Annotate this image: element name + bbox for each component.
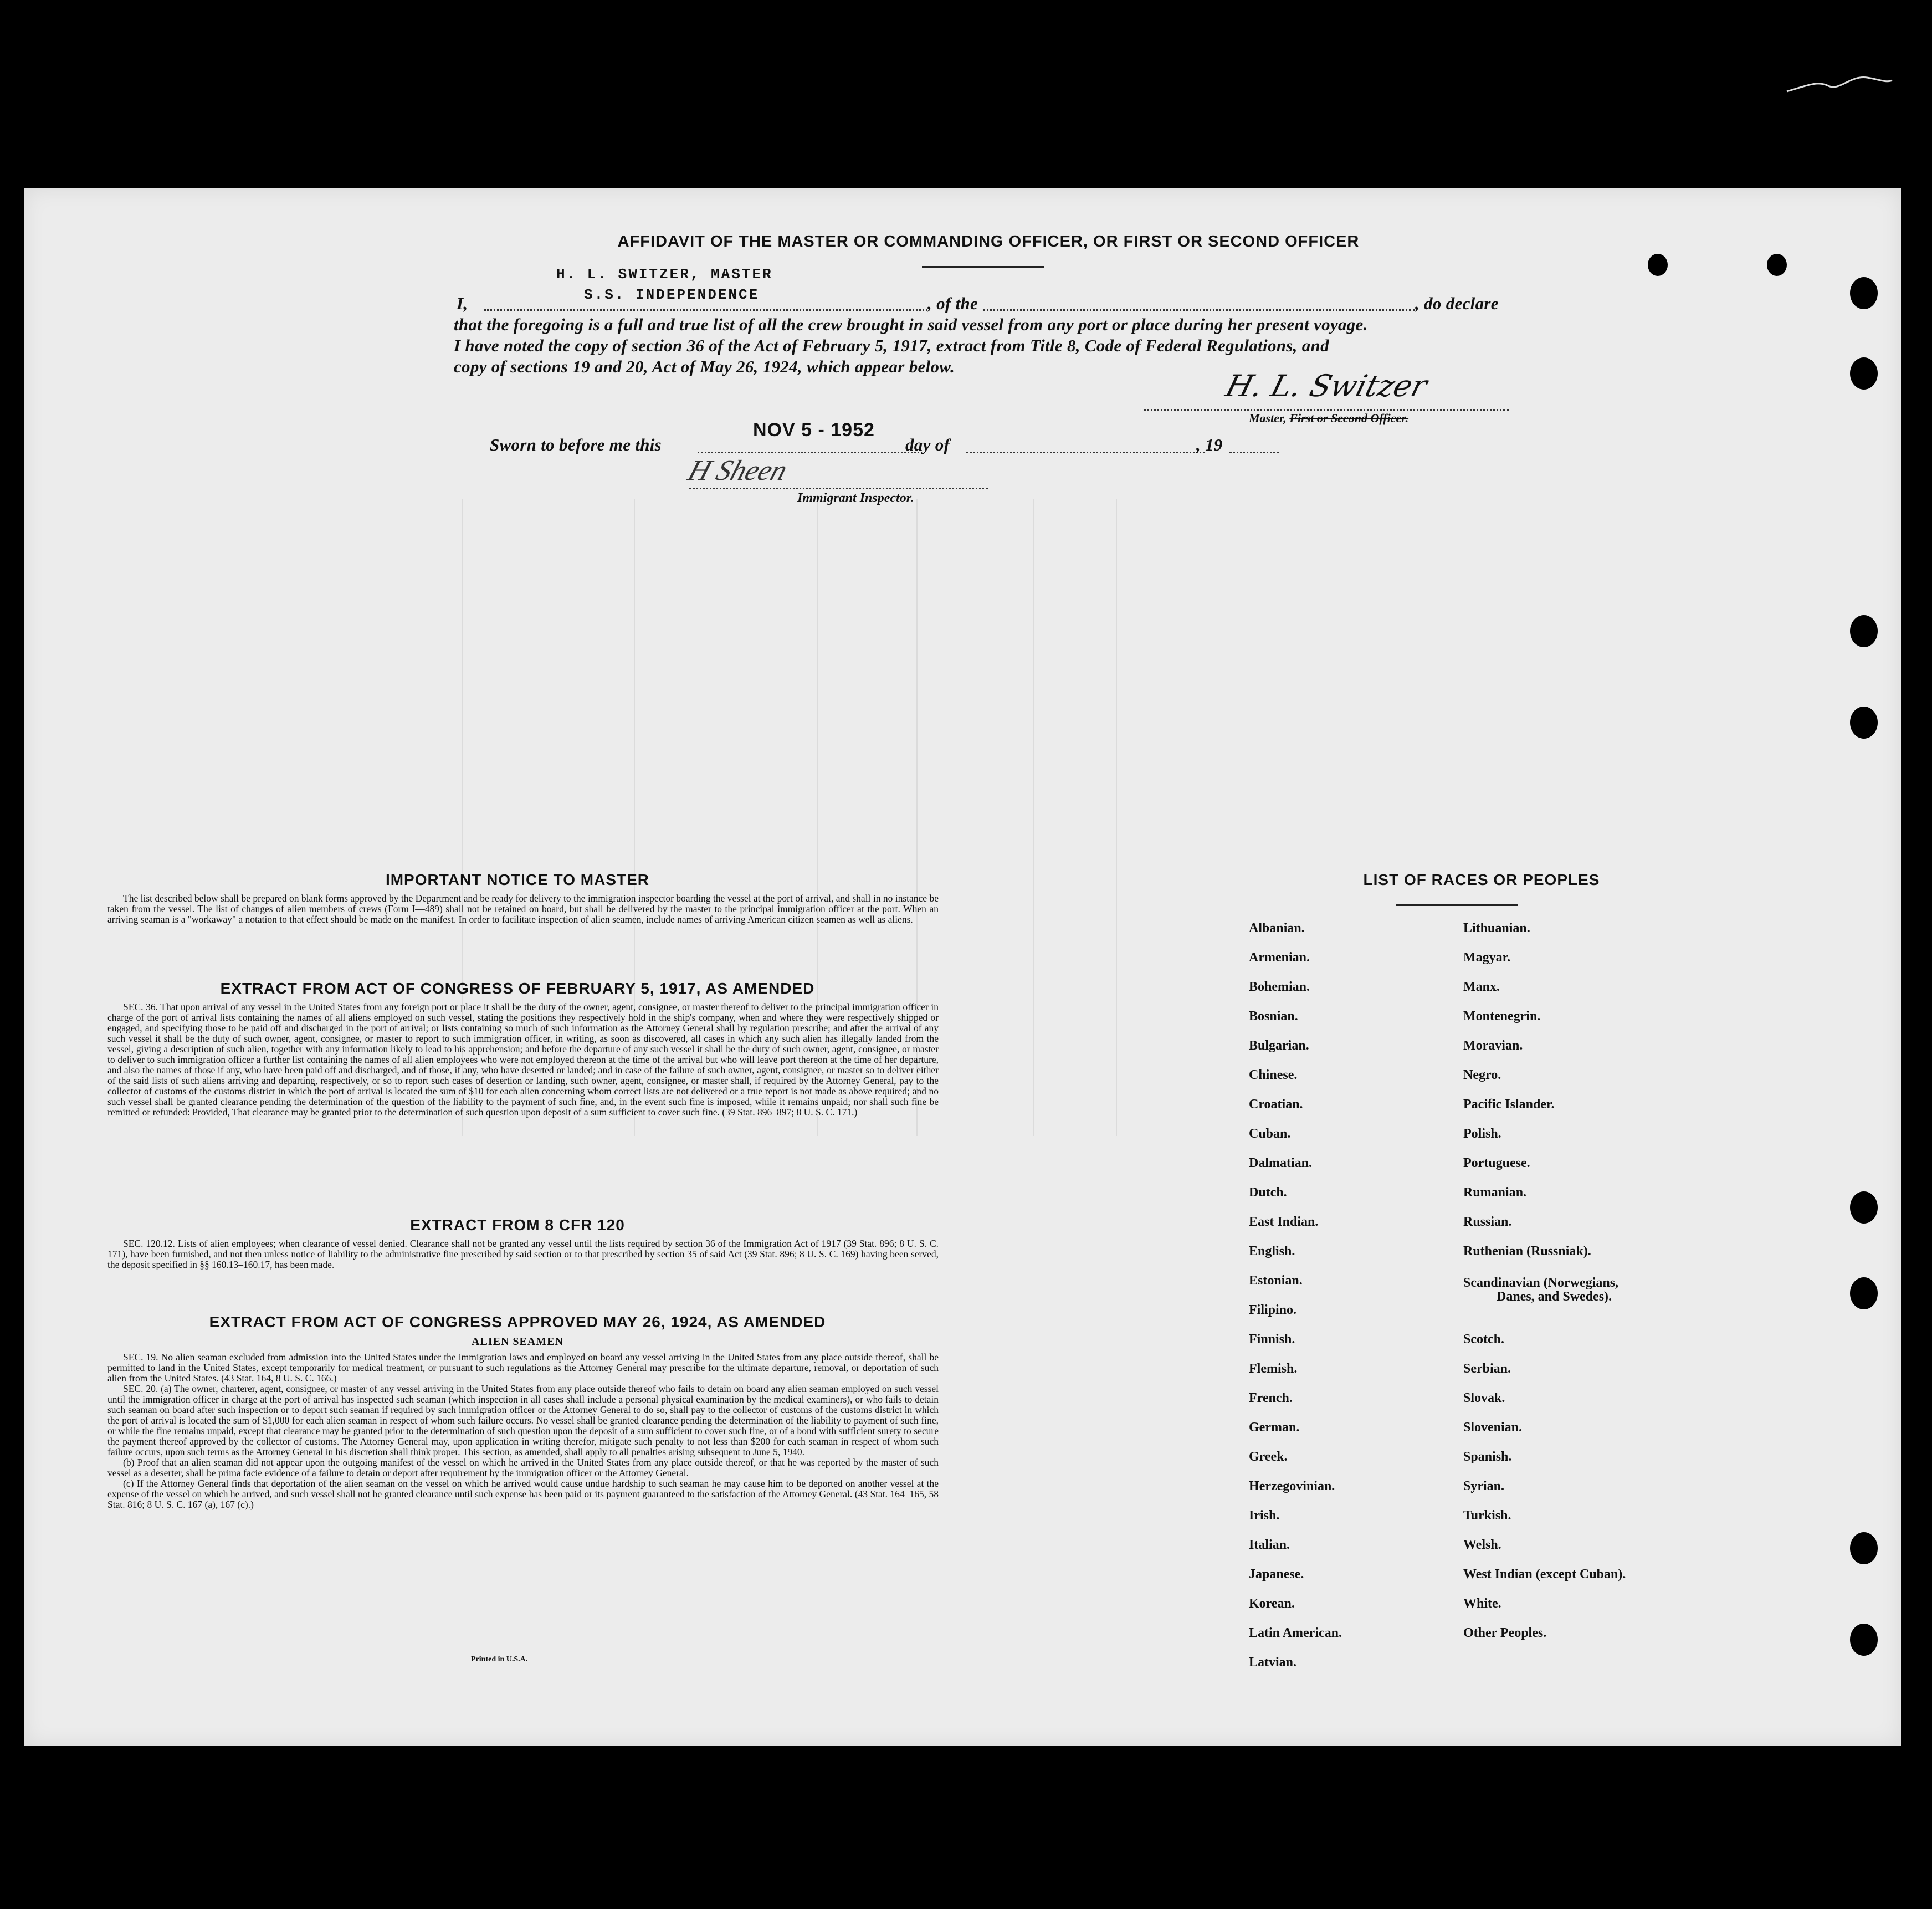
affidavit-i: I, <box>457 294 468 313</box>
binder-hole <box>1850 1624 1878 1656</box>
race-item: English. <box>1249 1244 1295 1258</box>
title-rule <box>922 266 1044 268</box>
notice-title: IMPORTANT NOTICE TO MASTER <box>385 871 650 888</box>
race-item: Turkish. <box>1463 1508 1511 1523</box>
race-item: German. <box>1249 1420 1300 1435</box>
race-item: Welsh. <box>1463 1538 1501 1552</box>
binder-hole <box>1850 615 1878 647</box>
year-prefix: , 19 <box>1196 435 1223 454</box>
month-field-line <box>966 452 1205 453</box>
race-item: Russian. <box>1463 1215 1512 1229</box>
notice-body <box>107 893 939 925</box>
extract-1917-body <box>107 1002 939 1118</box>
extract-1924-subtitle: ALIEN SEAMEN <box>472 1335 563 1348</box>
signature-caption <box>1249 411 1408 426</box>
race-item: Chinese. <box>1249 1068 1298 1082</box>
year-field-line <box>1229 452 1279 453</box>
race-item: Scotch. <box>1463 1332 1504 1347</box>
race-item: Scandinavian (Norwegians, <box>1463 1276 1619 1290</box>
bleed-rule <box>1033 499 1034 1136</box>
signature-caption-master: Master, <box>1249 411 1287 425</box>
race-item: Manx. <box>1463 980 1500 994</box>
binder-hole <box>1767 254 1787 276</box>
sec-19-text: SEC. 19. No alien seaman excluded from admission into the United States under the immigration laws and employed on board any vessel arriving in the United States from any place outside thereof, shall be permitted to land in the United States, except temporarily for medical treatment, or pursuant to such regulations as the Attorney General may prescribe for the ultimate departure, removal, or deportation of such alien from the United States. (43 Stat. 164, 8 U. S. C. 166.) <box>107 1352 939 1384</box>
race-item: Magyar. <box>1463 950 1511 965</box>
name-field-line <box>484 309 927 311</box>
inspector-signature: H Sheen <box>684 455 791 487</box>
race-item: Irish. <box>1249 1508 1280 1523</box>
race-item: Slovenian. <box>1463 1420 1523 1435</box>
race-item: Bosnian. <box>1249 1009 1298 1023</box>
signature-caption-struck: First or Second Officer. <box>1289 411 1409 425</box>
bleed-rule <box>1116 499 1117 1136</box>
race-item: White. <box>1463 1596 1501 1611</box>
extract-cfr-body <box>107 1238 939 1270</box>
race-item: Ruthenian (Russniak). <box>1463 1244 1591 1258</box>
vessel-field-line <box>983 309 1415 311</box>
race-item: Danes, and Swedes). <box>1497 1289 1612 1304</box>
notice-text: The list described below shall be prepared on blank forms approved by the Department and be ready for delivery to the immigration inspector boarding the vessel at the port of arrival, and shall in no instance be taken from the vessel. The list of changes of alien members of crews (Form I—489) shall not be retained on board, but shall be delivered by the master to the principal immigration officer at the port. When an arriving seaman is a "workaway" a notation to that effect should be made on the manifest. In order to facilitate inspection of alien seamen, include names of arriving American citizen seamen as well as aliens. <box>107 893 939 925</box>
date-stamp: NOV 5 - 1952 <box>753 419 875 441</box>
race-item: Armenian. <box>1249 950 1310 965</box>
extract-1924-title: EXTRACT FROM ACT OF CONGRESS APPROVED MAY 26, 1924, AS AMENDED <box>209 1313 826 1330</box>
sec-20c-text: (c) If the Attorney General finds that deportation of the alien seaman on the vessel on which he arrived would cause undue hardship to such seaman he may cause him to be deported on another vessel at the expense of the vessel on which he arrived, and such vessel shall not be granted clearance until such expense has been paid or its payment guaranteed to the satisfaction of the Attorney General. (43 Stat. 164–165, 58 Stat. 816; 8 U. S. C. 167 (a), 167 (c).) <box>107 1478 939 1510</box>
race-item: Dutch. <box>1249 1185 1287 1200</box>
affidavit-body-line-1: that the foregoing is a full and true list of all the crew brought in said vessel from any port or place during her present voyage. <box>454 315 1368 334</box>
binder-hole <box>1850 1191 1878 1224</box>
race-item: Serbian. <box>1463 1362 1511 1376</box>
race-item: Greek. <box>1249 1450 1288 1464</box>
document-sheet <box>24 188 1901 1746</box>
races-title: LIST OF RACES OR PEOPLES <box>1363 871 1600 888</box>
race-item: Portuguese. <box>1463 1156 1530 1170</box>
affidavit-body-line-2: I have noted the copy of section 36 of the Act of February 5, 1917, extract from Title 8, Code of Federal Regulations, and <box>454 336 1329 355</box>
extract-cfr-title: EXTRACT FROM 8 CFR 120 <box>410 1216 625 1234</box>
binder-hole <box>1850 1532 1878 1564</box>
day-of-label: day of <box>905 435 950 454</box>
extract-1917-title: EXTRACT FROM ACT OF CONGRESS OF FEBRUARY 5, 1917, AS AMENDED <box>220 980 815 997</box>
race-item: Lithuanian. <box>1463 921 1530 935</box>
race-item: Moravian. <box>1463 1038 1523 1053</box>
sec-20b-text: (b) Proof that an alien seaman did not appear upon the outgoing manifest of the vessel on which he arrived in the United States from any place outside thereof, or that he was reported by the master of such vessel as a deserter, shall be prima facie evidence of a failure to detain or deport after requirement by the immigration officer or the Attorney General. <box>107 1457 939 1478</box>
race-item: West Indian (except Cuban). <box>1463 1567 1626 1582</box>
binder-hole <box>1648 254 1668 276</box>
race-item: East Indian. <box>1249 1215 1319 1229</box>
signature-line <box>1144 409 1509 411</box>
race-item: Croatian. <box>1249 1097 1303 1112</box>
race-item: Filipino. <box>1249 1303 1297 1317</box>
printed-in-usa: Printed in U.S.A. <box>471 1655 528 1664</box>
race-item: Latin American. <box>1249 1626 1342 1640</box>
race-item: Flemish. <box>1249 1362 1298 1376</box>
race-item: Bohemian. <box>1249 980 1310 994</box>
race-item: Cuban. <box>1249 1127 1291 1141</box>
affidavit-title: AFFIDAVIT OF THE MASTER OR COMMANDING OFFICER, OR FIRST OR SECOND OFFICER <box>617 233 1360 250</box>
sworn-day-line <box>698 452 919 453</box>
binder-hole <box>1850 1277 1878 1309</box>
binder-hole <box>1850 357 1878 390</box>
race-item: Albanian. <box>1249 921 1305 935</box>
affidavit-body-line-3: copy of sections 19 and 20, Act of May 26, 1924, which appear below. <box>454 357 955 376</box>
typed-vessel-name: S.S. INDEPENDENCE <box>584 286 760 303</box>
race-item: Syrian. <box>1463 1479 1505 1493</box>
corner-scribble <box>1784 69 1895 103</box>
race-item: Finnish. <box>1249 1332 1295 1347</box>
race-item: Negro. <box>1463 1068 1501 1082</box>
binder-hole <box>1850 277 1878 309</box>
race-item: Slovak. <box>1463 1391 1505 1405</box>
race-item: Polish. <box>1463 1127 1501 1141</box>
sec-20a-text: SEC. 20. (a) The owner, charterer, agent, consignee, or master of any vessel arriving in the United States from any place outside thereof who fails to detain on board any alien seaman employed on such vessel until the immigration officer in charge at the port of arrival has inspected such seaman (which inspection in all cases shall include a personal physical examination by the medical examiners), or who fails to detain such seaman on board after such inspection or to deport such seaman if required by such immigration officer or the Attorney General to do so, shall pay to the collector of customs of the customs district in which the port of arrival is located the sum of $1,000 for each alien seaman in respect of whom such failure occurs. No vessel shall be granted clearance pending the determination of the liability to payment of such fine, or while the fine remains unpaid, except that clearance may be granted prior to the determination of such question upon the deposit of a sum sufficient to cover such fine, or of a bond with sufficient surety to secure the payment thereof approved by the collector of customs. The Attorney General may, upon application in writing therefor, mitigate such penalty to not less than $200 for each seaman in respect of whom such failure occurs, upon such terms as the Attorney General in his discretion shall think proper. This section, as amended, shall apply to all penalties arising subsequent to June 5, 1940. <box>107 1383 939 1457</box>
race-item: Rumanian. <box>1463 1185 1527 1200</box>
race-item: Latvian. <box>1249 1655 1297 1670</box>
binder-hole <box>1850 707 1878 739</box>
extract-1917-text: SEC. 36. That upon arrival of any vessel in the United States from any foreign port or place it shall be the duty of the owner, agent, consignee, or master thereof to deliver to the principal immigration officer in charge of the port of arrival lists containing the names of all aliens employed on such vessel, stating the positions they respectively hold in the ship's company, when and where they were respectively shipped or engaged, and specifying those to be paid off and discharged in the port of arrival; or lists containing so much of such information as the Attorney General shall by regulation prescribe; and after the arrival of any such vessel it shall be the duty of such owner, agent, consignee, or master to report to such immigration officer, in writing, as soon as discovered, all cases in which any such alien has illegally landed from the vessel, giving a description of such alien, together with any information likely to lead to his apprehension; and before the departure of any such vessel it shall be the duty of such owner, agent, consignee, or master to deliver to such immigration officer a further list containing the names of all alien employees who were not employed thereon at the time of the arrival but who will leave port thereon at the time of her departure, and also the names of those if any, who have been paid off and discharged, and of those, if any, who have deserted or landed; and in case of the failure of such owner, agent, consignee, or master so to deliver either of the said lists of such aliens arriving and departing, respectively, or so to report such cases of desertion or landing, such owner, agent, consignee, or master shall, if required by the Attorney General, pay to the collector of customs of the customs district in which the port of arrival is located the sum of $10 for each alien concerning whom correct lists are not delivered or a true report is not made as above required; and no such vessel shall be granted clearance pending the determination of the question of the liability to the payment of such fine, and, in the event such fine is imposed, while it remains unpaid; nor shall such fine be remitted or refunded: Provided, That clearance may be granted prior to the determination of such question upon deposit of a sum sufficient to cover such fine. (39 Stat. 896–897; 8 U. S. C. 171.) <box>107 1001 939 1118</box>
race-item: Japanese. <box>1249 1567 1304 1582</box>
affidavit-of-the: , of the <box>927 294 978 313</box>
race-item: Estonian. <box>1249 1273 1303 1288</box>
races-rule <box>1396 904 1518 906</box>
race-item: Herzegovinian. <box>1249 1479 1335 1493</box>
race-item: Italian. <box>1249 1538 1290 1552</box>
inspector-line <box>689 488 988 489</box>
affidavit-do-declare: , do declare <box>1415 294 1499 313</box>
extract-cfr-text: SEC. 120.12. Lists of alien employees; when clearance of vessel denied. Clearance shall not be granted any vessel until the lists required by section 36 of the Immigration Act of 1917 (39 Stat. 896; 8 U. S. C. 171), have been furnished, and not then unless notice of liability to the administrative fine prescribed by said section or to that prescribed by section 35 of said Act (39 Stat. 896; 8 U. S. C. 169) having been served, the deposit specified in §§ 160.13–160.17, has been made. <box>107 1238 939 1270</box>
race-item: Dalmatian. <box>1249 1156 1312 1170</box>
extract-1924-body <box>107 1352 939 1510</box>
inspector-caption: Immigrant Inspector. <box>797 491 914 505</box>
sworn-label: Sworn to before me this <box>490 435 662 454</box>
race-item: Bulgarian. <box>1249 1038 1309 1053</box>
typed-master-name: H. L. SWITZER, MASTER <box>556 266 773 283</box>
race-item: Pacific Islander. <box>1463 1097 1555 1112</box>
race-item: Korean. <box>1249 1596 1295 1611</box>
race-item: Montenegrin. <box>1463 1009 1541 1023</box>
race-item: French. <box>1249 1391 1293 1405</box>
master-signature: H. L. Switzer <box>1222 369 1431 403</box>
race-item: Spanish. <box>1463 1450 1512 1464</box>
race-item: Other Peoples. <box>1463 1626 1547 1640</box>
